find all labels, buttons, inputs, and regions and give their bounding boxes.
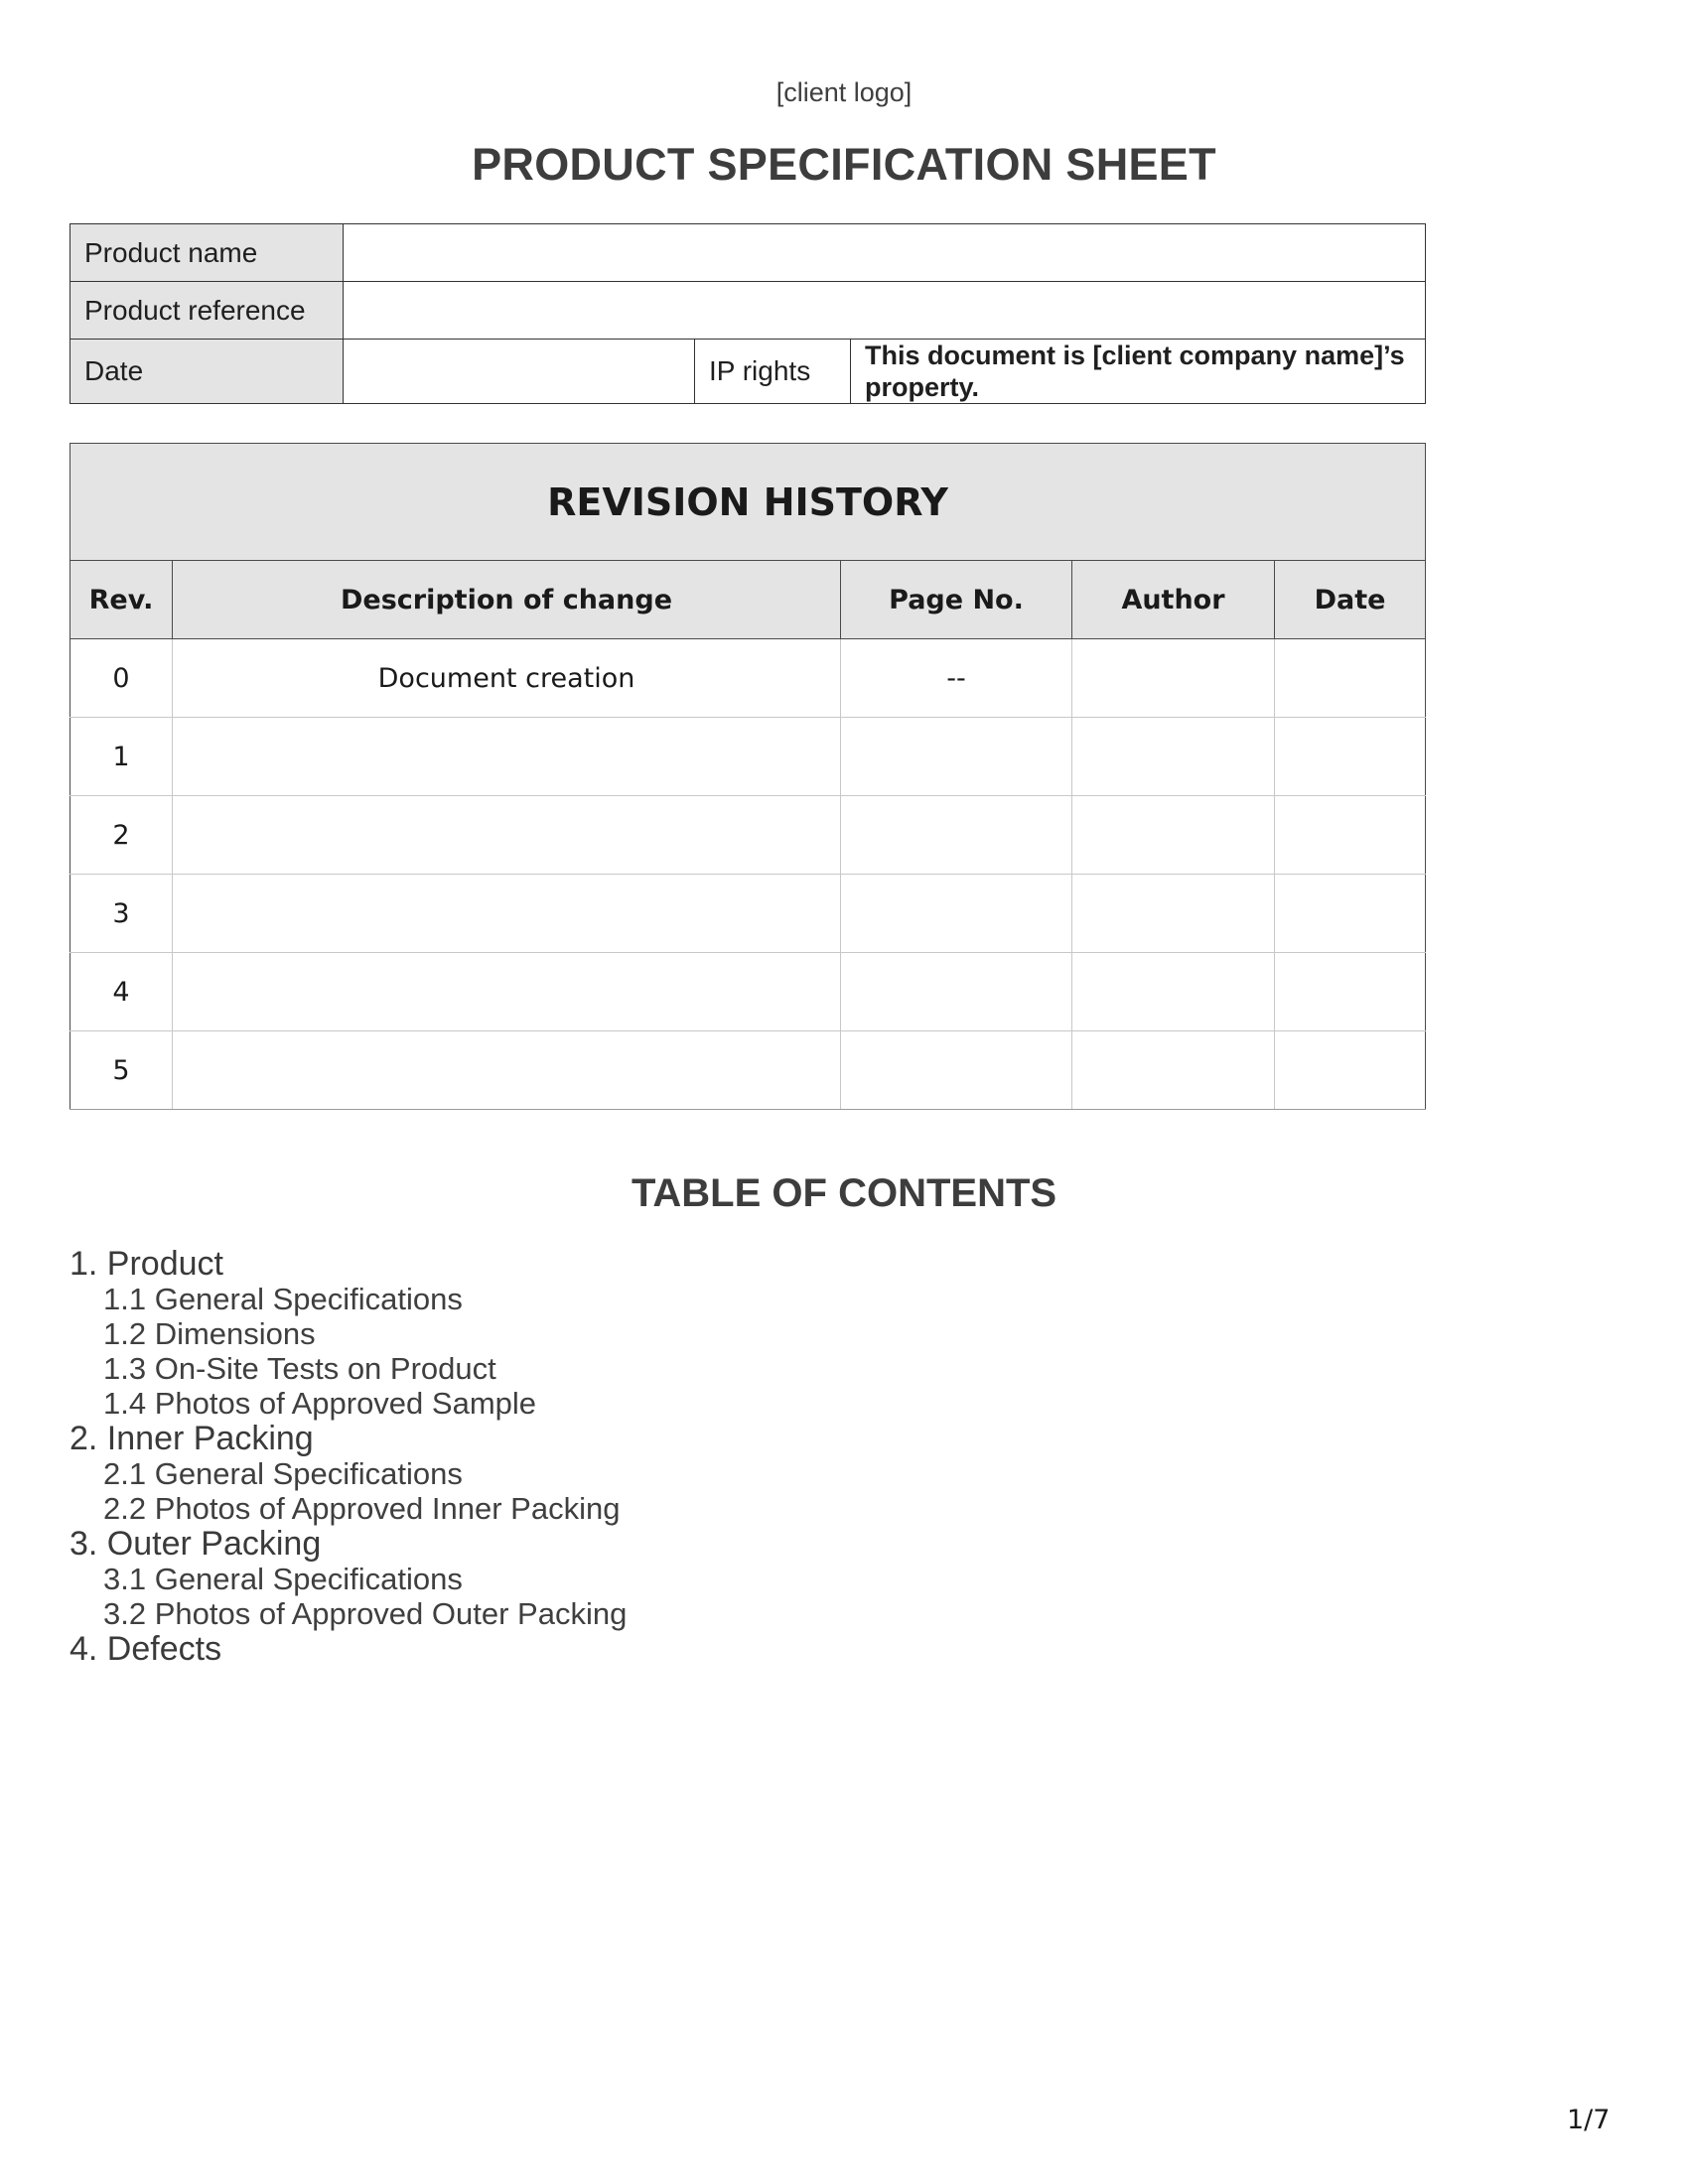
product-reference-label: Product reference xyxy=(70,282,344,340)
page-no-cell[interactable] xyxy=(841,875,1072,953)
product-name-row xyxy=(70,224,1426,282)
table-of-contents xyxy=(70,1246,627,1667)
date-ip-row xyxy=(70,340,1426,404)
author-cell[interactable] xyxy=(1072,953,1275,1031)
revision-header-row xyxy=(70,561,1426,639)
date-cell[interactable] xyxy=(1275,718,1426,796)
document-title: PRODUCT SPECIFICATION SHEET xyxy=(472,139,1216,190)
ip-rights-label: IP rights xyxy=(695,340,851,404)
toc-item-defects[interactable]: 4. Defects xyxy=(70,1630,222,1668)
date-cell[interactable] xyxy=(1275,953,1426,1031)
description-cell[interactable] xyxy=(173,875,841,953)
date-cell[interactable] xyxy=(1275,796,1426,875)
description-cell[interactable] xyxy=(173,953,841,1031)
author-cell[interactable] xyxy=(1072,1031,1275,1110)
author-cell[interactable] xyxy=(1072,796,1275,875)
toc-subitem[interactable]: 2.1 General Specifications xyxy=(103,1456,463,1491)
table-row xyxy=(70,796,1426,875)
page-no-cell[interactable] xyxy=(841,718,1072,796)
rev-cell: 4 xyxy=(70,953,173,1031)
page-no-cell[interactable] xyxy=(841,796,1072,875)
rev-cell: 0 xyxy=(70,639,173,718)
date-cell[interactable] xyxy=(1275,875,1426,953)
product-reference-field[interactable] xyxy=(344,282,1426,340)
author-cell[interactable] xyxy=(1072,875,1275,953)
toc-subitem[interactable]: 1.4 Photos of Approved Sample xyxy=(103,1386,537,1421)
page-number: 1/7 xyxy=(1567,2105,1611,2135)
rev-cell: 3 xyxy=(70,875,173,953)
description-cell[interactable] xyxy=(173,1031,841,1110)
column-header-rev: Rev. xyxy=(70,561,173,639)
table-row xyxy=(70,875,1426,953)
column-header-date: Date xyxy=(1275,561,1426,639)
product-info-table xyxy=(70,223,1426,404)
page-no-cell[interactable] xyxy=(841,953,1072,1031)
page-no-cell[interactable] xyxy=(841,1031,1072,1110)
product-name-field[interactable] xyxy=(344,224,1426,282)
revision-history-title: REVISION HISTORY xyxy=(70,444,1426,561)
column-header-page-no: Page No. xyxy=(841,561,1072,639)
product-reference-row xyxy=(70,282,1426,340)
page-no-cell[interactable]: -- xyxy=(841,639,1072,718)
author-cell[interactable] xyxy=(1072,718,1275,796)
client-logo-placeholder: [client logo] xyxy=(775,77,913,107)
column-header-author: Author xyxy=(1072,561,1275,639)
revision-history-table xyxy=(70,443,1426,1110)
date-field[interactable] xyxy=(344,340,695,404)
rev-cell: 5 xyxy=(70,1031,173,1110)
rev-cell: 2 xyxy=(70,796,173,875)
description-cell[interactable] xyxy=(173,718,841,796)
description-cell[interactable]: Document creation xyxy=(173,639,841,718)
toc-title: TABLE OF CONTENTS xyxy=(631,1171,1057,1215)
toc-subitem[interactable]: 3.1 General Specifications xyxy=(103,1562,463,1596)
author-cell[interactable] xyxy=(1072,639,1275,718)
date-cell[interactable] xyxy=(1275,1031,1426,1110)
table-row xyxy=(70,953,1426,1031)
table-row xyxy=(70,639,1426,718)
toc-item-product[interactable]: 1. Product xyxy=(70,1245,223,1283)
rev-cell: 1 xyxy=(70,718,173,796)
toc-subitem[interactable]: 1.2 Dimensions xyxy=(103,1316,316,1351)
column-header-description: Description of change xyxy=(173,561,841,639)
toc-subitem[interactable]: 1.3 On-Site Tests on Product xyxy=(103,1351,496,1386)
date-cell[interactable] xyxy=(1275,639,1426,718)
toc-item-inner-packing[interactable]: 2. Inner Packing xyxy=(70,1420,314,1457)
ip-rights-statement: This document is [client company name]’s property. xyxy=(851,340,1426,404)
date-label: Date xyxy=(70,340,344,404)
product-name-label: Product name xyxy=(70,224,344,282)
table-row xyxy=(70,718,1426,796)
toc-subitem[interactable]: 3.2 Photos of Approved Outer Packing xyxy=(103,1596,628,1631)
description-cell[interactable] xyxy=(173,796,841,875)
toc-item-outer-packing[interactable]: 3. Outer Packing xyxy=(70,1525,322,1563)
table-row xyxy=(70,1031,1426,1110)
toc-subitem[interactable]: 1.1 General Specifications xyxy=(103,1282,463,1316)
toc-subitem[interactable]: 2.2 Photos of Approved Inner Packing xyxy=(103,1491,621,1526)
